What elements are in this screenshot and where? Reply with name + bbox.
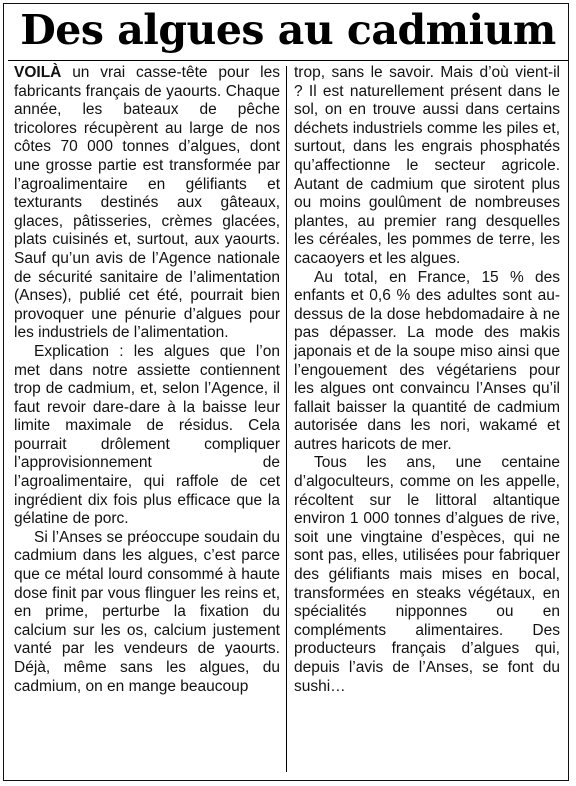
kicker: VOILÀ bbox=[14, 64, 62, 81]
paragraph-3-continued: trop, sans le savoir. Mais d’où vient-il ? Il est naturellement présent dans le sol, on en trouve aussi dans certains déchets industriels comme les piles et, surtout, dans les engrais phosphatés qu’affectionne le secteur agricole. Autant de cadmium que sirotent plus ou moins goulûment de nombreuses plantes, au premier rang desquelles les céréales, les pommes de terre, les cacaoyers et les algues. bbox=[294, 64, 560, 267]
paragraph-2: Explication : les algues que l’on met dans notre assiette contiennent trop de cadmium, et, selon l’Agence, il faut revoir dare-dare à la baisse leur limite maximale de résidus. Cela pourrait drôlement compliquer l’approvisionnement de l’agroalimentaire, qui raffole de cet ingrédient dix fois plus efficace que la gélatine de porc. bbox=[14, 342, 280, 528]
paragraph-4: Au total, en France, 15 % des enfants et 0,6 % des adultes sont au-dessus de la dose hebdomadaire à ne pas dépasser. La mode des makis japonais et de la soupe miso ainsi que l’engouement des végétariens pour les algues ont convaincu l’Anses qu’il fallait baisser la quantité de cadmium autorisée dans les nori, wakamé et autres haricots de mer. bbox=[294, 268, 560, 453]
article-headline: Des algues au cadmium bbox=[20, 6, 556, 54]
article-column-right bbox=[294, 64, 560, 696]
paragraph-1-text: un vrai casse-tête pour les fabricants français de yaourts. Chaque année, les bateaux de pêche tricolores récupèrent au large de nos côtes 70 000 tonnes d’algues, dont une grosse partie est transformée par l’agroalimentaire en gélifiants et texturants destinés aux gâteaux, glaces, pâtisseries, crèmes glacées, plats cuisinés et, surtout, aux yaourts. Sauf qu’un avis de l’Agence nationale de sécurité sanitaire de l’alimentation (Anses), publié cet été, pourrait bien provoquer une pénurie d’algues pour les industriels de l’alimentation. bbox=[14, 64, 280, 342]
paragraph-3: Si l’Anses se préoccupe soudain du cadmium dans les algues, c’est parce que ce métal lourd consommé à haute dose finit par vous flinguer les reins et, en prime, perturbe la fixation du calcium sur les os, calcium justement vanté par les vendeurs de yaourts. Déjà, même sans les algues, du cadmium, on en mange beaucoup bbox=[14, 528, 280, 695]
column-divider bbox=[286, 66, 287, 772]
paragraph-1 bbox=[14, 64, 280, 343]
article-column-left bbox=[14, 64, 280, 696]
headline-rule bbox=[8, 60, 568, 61]
paragraph-5: Tous les ans, une centaine d’algoculteurs, comme on les appelle, récoltent sur le littoral altantique environ 1 000 tonnes d’algues de rive, soit une vingtaine d’espèces, qui ne sont pas, elles, utilisées pour fabriquer des gélifiants mais mises en bocal, transformées en steaks végétaux, en spécialités nipponnes ou en compléments alimentaires. Des producteurs français d’algues qui, depuis l’avis de l’Anses, se font du sushi… bbox=[294, 454, 560, 695]
